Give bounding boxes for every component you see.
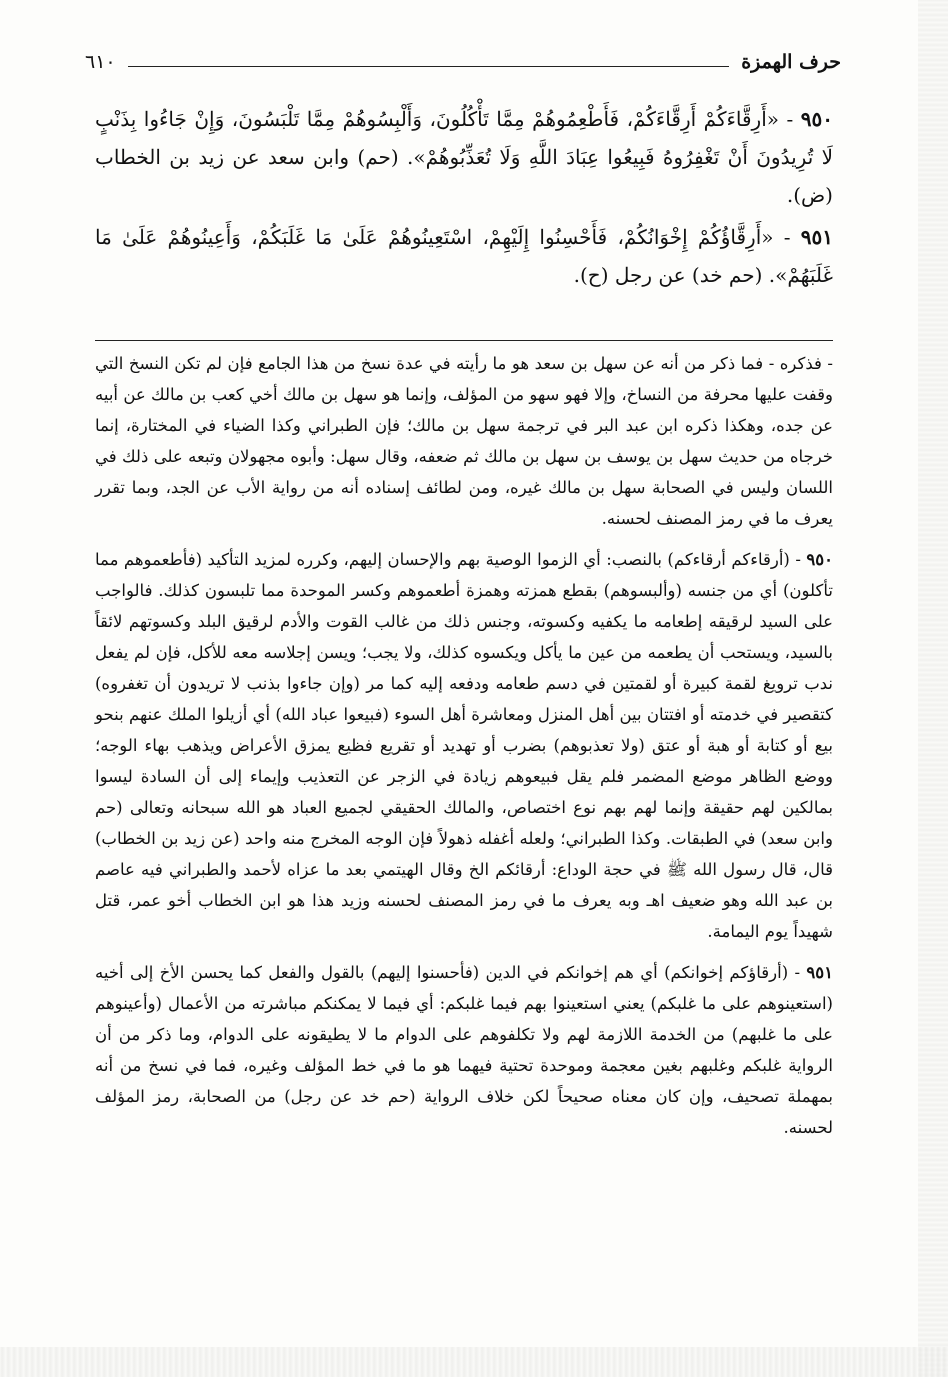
- hadith-951: [95, 218, 833, 294]
- commentary-section: [95, 348, 833, 1153]
- hadith-section: [95, 100, 833, 298]
- hadith-number: ٩٥١: [800, 225, 834, 249]
- commentary-number: ٩٥١: [806, 963, 834, 982]
- commentary-text: - (أرقاؤكم إخوانكم) أي هم إخوانكم في الدين (فأحسنوا إليهم) بالقول والفعل كما يحسن الأخ إلى أخيه (استعينوهم على ما غلبكم) يعني استعينوا بهم فيما غلبكم: أي فيما لا يمكنكم مباشرته من الأعمال (وأعينوهم على ما غلبهم) من الخدمة اللازمة لهم ولا تكلفوهم على الدوام ما لا يطيقونه على الدوام، وما ذكر من أن الرواية غلبكم وغلبهم بغين معجمة وموحدة تحتية فيهما هو ما في خط المؤلف وغيره، فما في نسخ من أنه بمهملة تصحيف، وإن كان معناه صحيحاً لكن خلاف الرواية (حم خد عن رجل) من الصحابة، رمز المؤلف لحسنه.: [95, 963, 833, 1137]
- page-number: ٦١٠: [85, 51, 116, 73]
- hadith-number: ٩٥٠: [800, 107, 833, 131]
- page-bottom-texture: [0, 1347, 948, 1377]
- hadith-950: [95, 100, 833, 214]
- chapter-title: حرف الهمزة: [741, 51, 841, 73]
- commentary-paragraph-continuation: [95, 348, 833, 534]
- hadith-text: - «أَرِقَّاءَكُمْ أَرِقَّاءَكُمْ، فَأَطْعِمُوهُمْ مِمَّا تَأْكُلُونَ، وَأَلْبِسُوهُمْ مِمَّا تَلْبَسُونَ، وَإِنْ جَاءُوا بِذَنْبٍ لَا تُرِيدُونَ أَنْ تَغْفِرُوهُ فَبِيعُوا عِبَادَ اللَّهِ وَلَا تُعَذِّبُوهُمْ». (حم) وابن سعد عن زيد بن الخطاب (ض).: [95, 107, 833, 207]
- page-edge-texture: [918, 0, 948, 1377]
- page-header: [85, 42, 841, 82]
- hadith-text: - «أَرِقَّاؤُكُمْ إِخْوَانُكُمْ، فَأَحْسِنُوا إِلَيْهِمْ، اسْتَعِينُوهُمْ عَلَىٰ مَا غَلَبَكُمْ، وَأَعِينُوهُمْ عَلَىٰ مَا غَلَبَهُمْ». (حم خد) عن رجل (ح).: [95, 225, 833, 287]
- footnote-divider: [95, 340, 833, 341]
- commentary-number: ٩٥٠: [806, 550, 833, 569]
- commentary-paragraph-951: [95, 957, 833, 1143]
- commentary-text: - (أرقاءكم أرقاءكم) بالنصب: أي الزموا الوصية بهم والإحسان إليهم، وكرره لمزيد التأكيد (فأطعموهم مما تأكلون) أي من جنسه (وألبسوهم) بقطع همزته وهمزة أطعموهم وكسر الموحدة مما تلبسون كذلك. فالواجب على السيد لرقيقه إطعامه ما يكفيه وكسوته، وجنس ذلك من غالب القوت والأدم لرقيق البلد وكسوتهم لائقاً بالسيد، ويستحب أن يطعمه من عين ما يأكل ويكسوه كذلك، ولا يجب؛ ويسن إجلاسه معه للأكل، فإن لم يفعل ندب ترويغ لقمة كبيرة أو لقمتين في دسم طعامه ودفعه إليه كما مر (وإن جاءوا بذنب لا تريدون أن تغفروه) كتقصير في خدمته أو افتتان بين أهل المنزل ومعاشرة أهل السوء (فبيعوا عباد الله) أي أزيلوا الملك عنهم بنحو بيع أو كتابة أو هبة أو عتق (ولا تعذبوهم) بضرب أو تهديد أو تقريع فظيع يمزق الأعراض ويذهب بهاء الوجه؛ ووضع الظاهر موضع المضمر فلم يقل فبيعوهم زيادة في الزجر عن التعذيب وإيماء إلى أن السادة ليسوا بمالكين لهم حقيقة وإنما لهم بهم نوع اختصاص، والمالك الحقيقي لجميع العباد هو الله سبحانه وتعالى (حم وابن سعد) في الطبقات. وكذا الطبراني؛ ولعله أغفله ذهولاً فإن الوجه المخرج منه واحد (عن زيد بن الخطاب) قال، قال رسول الله ﷺ في حجة الوداع: أرقائكم الخ وقال الهيتمي بعد ما عزاه لأحمد والطبراني فيه عاصم بن عبد الله وهو ضعيف اهـ وبه يعرف ما في رمز المصنف لحسنه وزيد هذا هو ابن الخطاب أخو عمر، قتل شهيداً يوم اليمامة.: [95, 550, 833, 941]
- commentary-paragraph-950: [95, 544, 833, 947]
- commentary-text: - فذكره - فما ذكر من أنه عن سهل بن سعد هو ما رأيته في عدة نسخ من هذا الجامع فإن لم تكن النسخ التي وقفت عليها محرفة من النساخ، وإلا فهو سهو من المؤلف، وإنما هو سهل بن مالك أخي كعب بن مالك عن أبيه عن جده، وهكذا ذكره ابن عبد البر في ترجمة سهل بن مالك؛ فإن الطبراني وكذا الضياء في المختارة، إنما خرجاه من حديث سهل بن يوسف بن سهل بن مالك ثم ضعفه، وقال سهل: وأبوه مجهولان وتبعه على ذلك في اللسان وليس في الصحابة سهل بن مالك غيره، ومن لطائف إسناده أنه من رواية الأب عن الجد، وبما تقرر يعرف ما في رمز المصنف لحسنه.: [95, 354, 833, 528]
- header-rule: [128, 66, 730, 67]
